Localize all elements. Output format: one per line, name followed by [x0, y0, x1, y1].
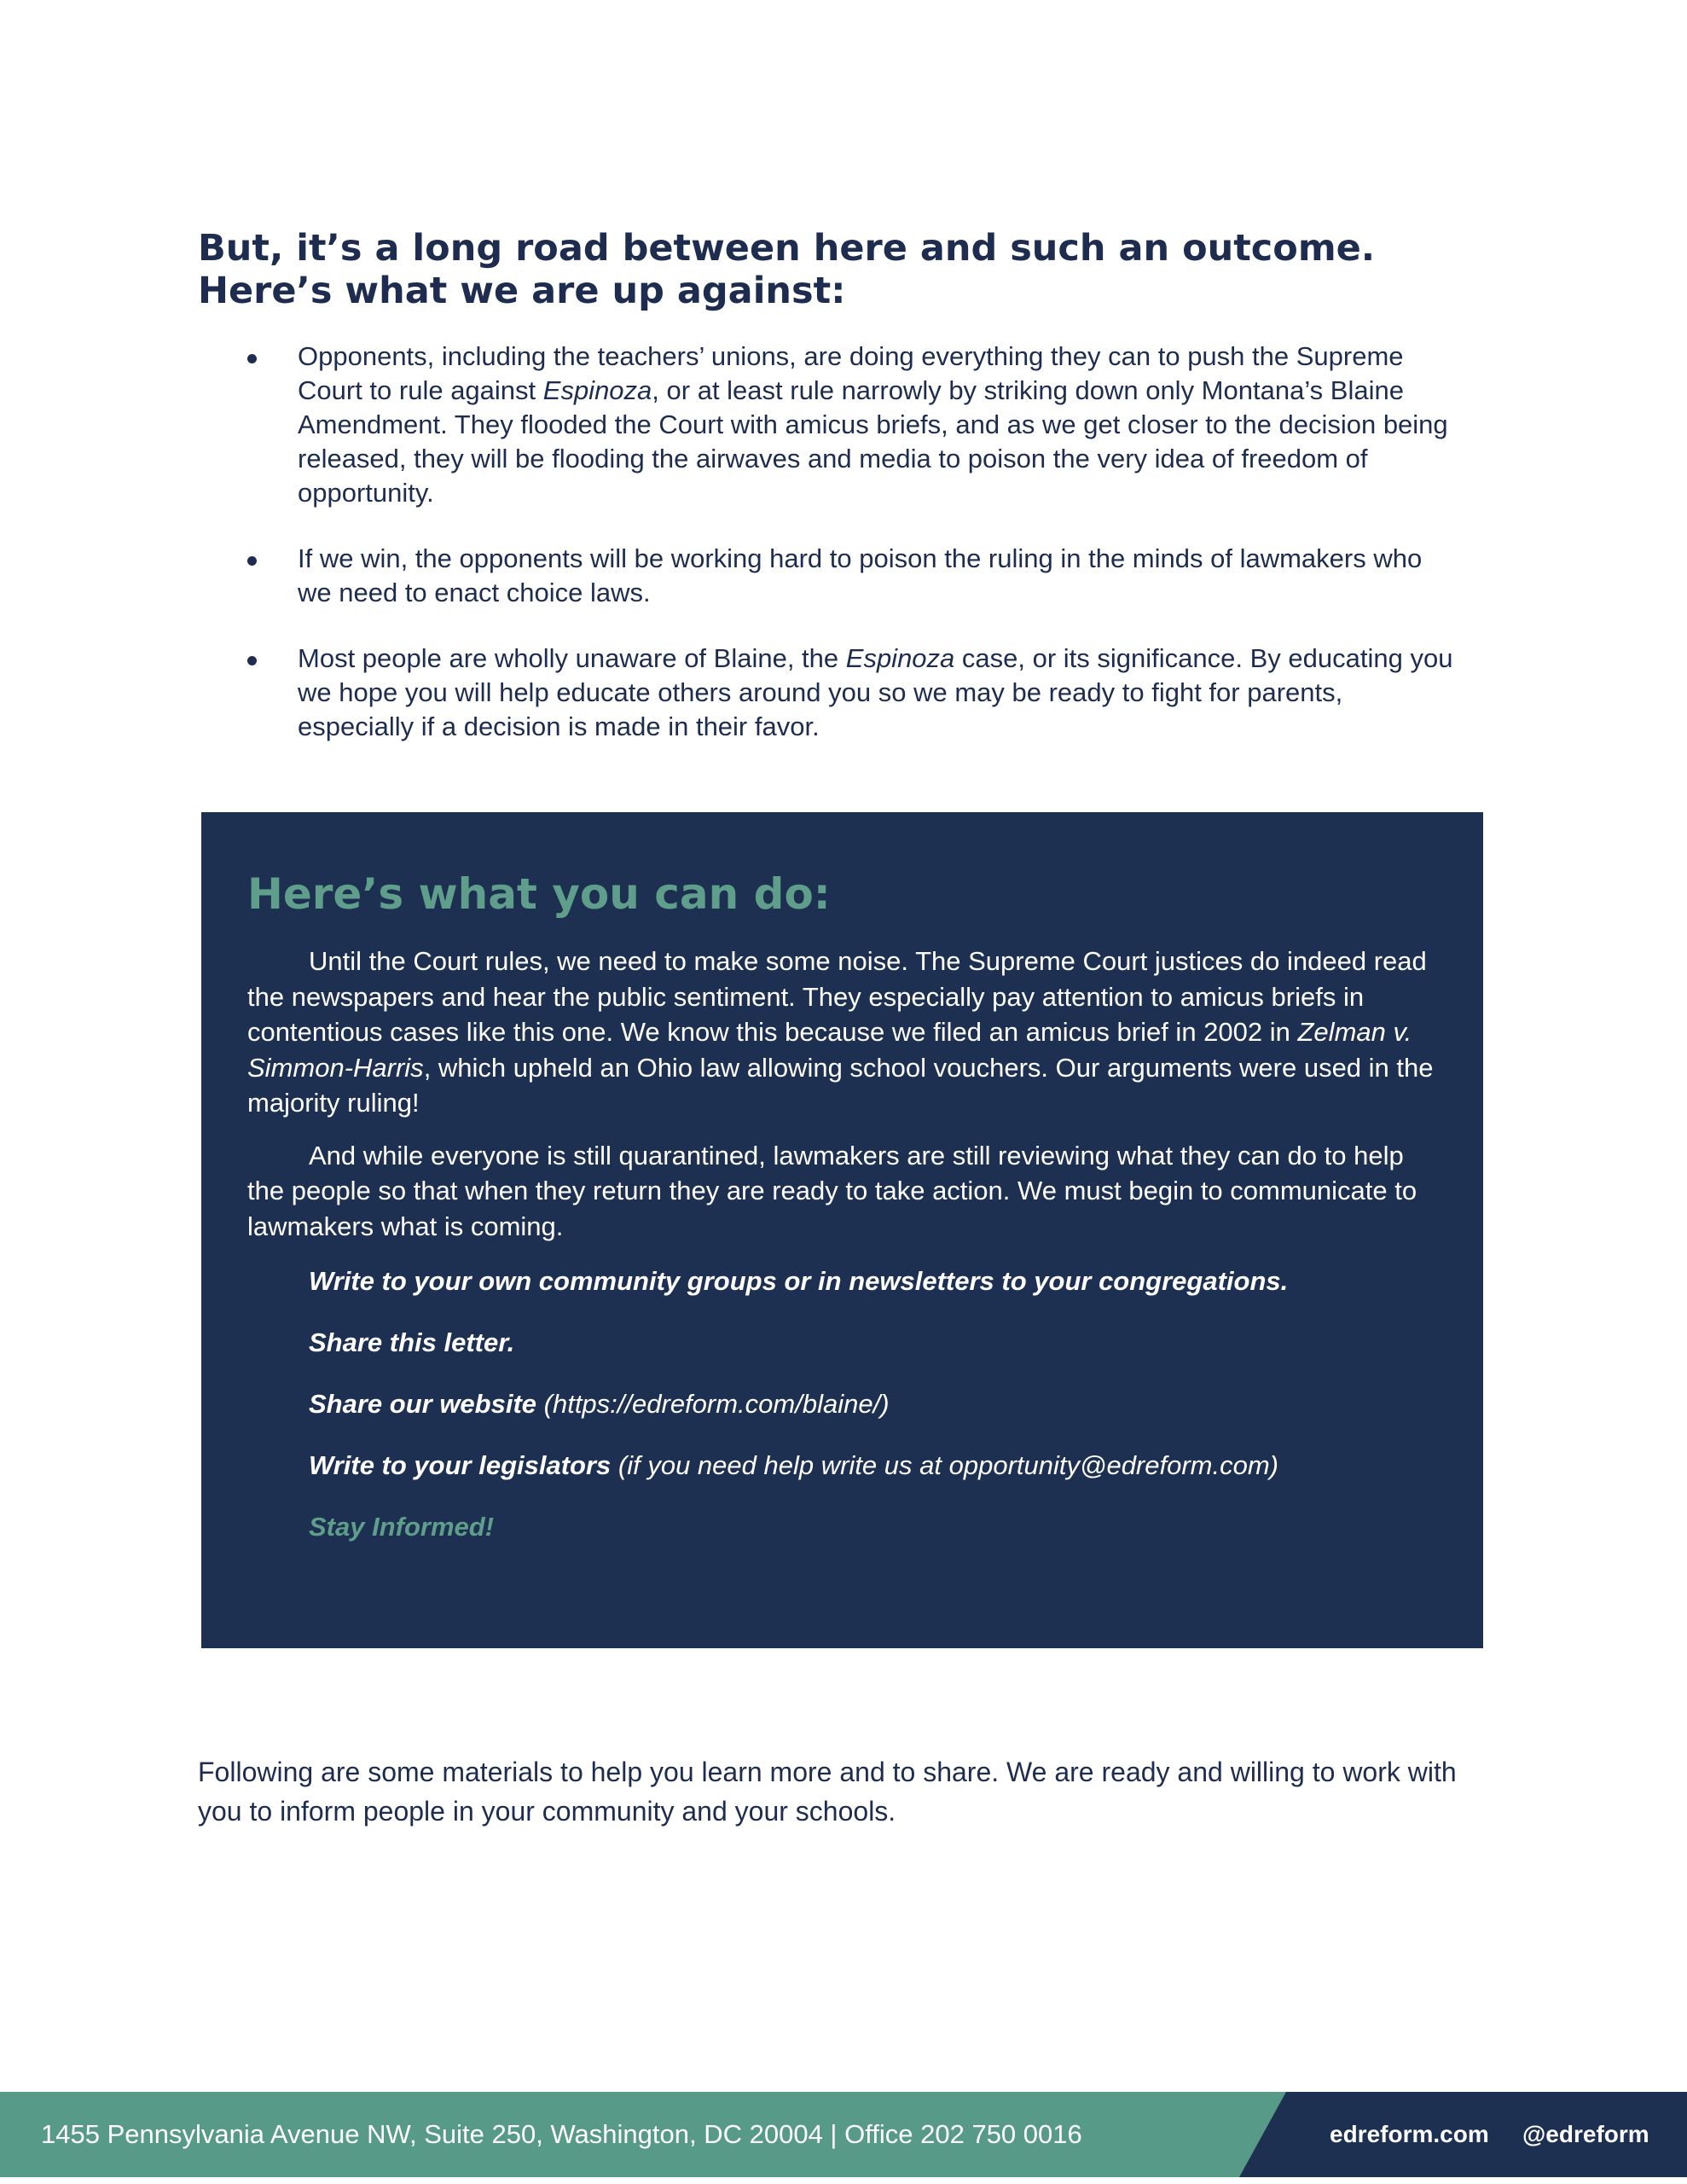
website-link[interactable]: (https://edreform.com/blaine/) [536, 1389, 890, 1419]
action-label: Write to your own community groups or in newsletters to your congregations. [309, 1266, 1289, 1296]
bullet-icon [247, 656, 257, 665]
case-name-italic: Zelman v. Simmon-Harris [247, 1017, 1412, 1083]
list-item [198, 340, 1460, 510]
bullet-icon [247, 354, 257, 363]
footer-social-handle[interactable]: @edreform [1522, 2121, 1649, 2147]
obstacles-list [198, 340, 1460, 775]
bullet-text-end: case, or its significance. By educating you we hope you will help educate others around you so we may be ready to fight for parents, especially if a decision is made in their favor. [298, 643, 1453, 741]
action-label: Write to your legislators [309, 1450, 612, 1480]
case-name-italic: Espinoza [845, 643, 955, 673]
action-label: Share this letter. [309, 1327, 515, 1357]
bullet-icon [247, 556, 257, 566]
page-footer [0, 2092, 1687, 2177]
list-item [198, 542, 1460, 610]
bullet-text: If we win, the opponents will be working hard to poison the ruling in the minds of lawmakers who we need to enact choice laws. [298, 543, 1423, 607]
call-to-action-panel [201, 812, 1483, 1648]
section-heading [198, 227, 1528, 312]
bullet-text-start: Opponents, including the teachers’ unions, are doing everything they can to push the Supreme Court to rule against [298, 341, 1404, 405]
paragraph-text-end: , which upheld an Ohio law allowing school vouchers. Our arguments were used in the majority ruling! [247, 1052, 1434, 1118]
email-link[interactable]: (if you need help write us at opportunity@edreform.com) [611, 1450, 1279, 1480]
bullet-text-end: , or at least rule narrowly by striking down only Montana’s Blaine Amendment. They flooded the Court with amicus briefs, and as we get closer to the decision being released, they will be flooding the airwaves and media to poison the very idea of freedom of opportunity. [298, 375, 1448, 508]
panel-paragraph-2: And while everyone is still quarantined, lawmakers are still reviewing what they can do to help the people so that when they return they are ready to take action. We must begin to communicate to lawmakers what is coming. [247, 1140, 1417, 1241]
action-item [309, 1326, 1437, 1360]
bullet-text-start: Most people are wholly unaware of Blaine, the [298, 643, 846, 673]
action-item [309, 1264, 1437, 1298]
closing-paragraph: Following are some materials to help you learn more and to share. We are ready and willing to work with you to inform people in your community and your schools. [198, 1757, 1457, 1827]
paragraph-text-start: Until the Court rules, we need to make some noise. The Supreme Court justices do indeed read the newspapers and hear the public sentiment. They especially pay attention to amicus briefs in contentious cases like this one. We know this because we filed an amicus brief in 2002 in [247, 946, 1427, 1047]
action-label: Share our website [309, 1389, 537, 1419]
footer-website-link[interactable]: edreform.com [1330, 2121, 1489, 2147]
heading-line-2: Here’s what we are up against: [198, 270, 846, 312]
heading-line-1: But, it’s a long road between here and such an outcome. [198, 227, 1376, 270]
panel-paragraph-1 [247, 944, 1437, 1121]
panel-title: Here’s what you can do: [247, 869, 831, 919]
action-item [309, 1449, 1437, 1483]
list-item [198, 642, 1460, 744]
stay-informed-item: Stay Informed! [309, 1512, 495, 1542]
footer-address: 1455 Pennsylvania Avenue NW, Suite 250, Washington, DC 20004 | Office 202 750 0016 [41, 2119, 1082, 2149]
action-list [247, 1264, 1437, 1544]
action-item [309, 1387, 1437, 1421]
case-name-italic: Espinoza [542, 375, 652, 405]
